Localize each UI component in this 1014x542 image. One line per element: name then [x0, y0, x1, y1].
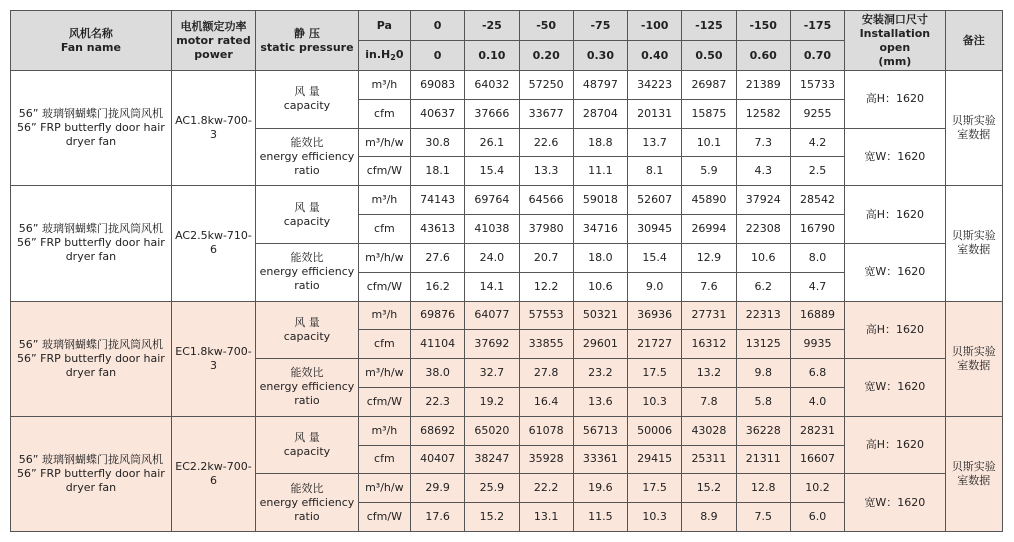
fan-name-cell — [11, 416, 172, 531]
motor-power-cell: EC1.8kw-700-3 — [171, 301, 255, 416]
value-cell: 64566 — [519, 186, 573, 215]
value-cell: 36228 — [736, 416, 790, 445]
efficiency-label-en-1: energy efficiency — [259, 265, 355, 279]
unit-cell: cfm — [358, 330, 410, 359]
unit-cell: m³/h/w — [358, 128, 410, 157]
value-cell: 7.3 — [736, 128, 790, 157]
value-cell: 10.6 — [573, 272, 627, 301]
height-cell: 高H：1620 — [845, 71, 946, 129]
static-pressure-header-cn: 静 压 — [294, 26, 320, 40]
value-cell: 59018 — [573, 186, 627, 215]
table-header — [11, 11, 1003, 71]
inh2o-value-header: 0 — [410, 41, 464, 71]
pa-value-header: -175 — [790, 11, 844, 41]
installation-header-en-2: (mm) — [878, 54, 912, 68]
value-cell: 21311 — [736, 445, 790, 474]
value-cell: 36936 — [628, 301, 682, 330]
efficiency-label-en-2: ratio — [294, 279, 320, 293]
value-cell: 27.6 — [410, 243, 464, 272]
value-cell: 10.3 — [628, 503, 682, 532]
value-cell: 18.8 — [573, 128, 627, 157]
value-cell: 13.3 — [519, 157, 573, 186]
inh2o-value-header: 0.40 — [628, 41, 682, 71]
value-cell: 69876 — [410, 301, 464, 330]
unit-cell: m³/h — [358, 186, 410, 215]
value-cell: 34716 — [573, 215, 627, 244]
capacity-label-cn: 风 量 — [294, 315, 320, 329]
fan-name-en-2: dryer fan — [65, 250, 117, 264]
value-cell: 6.2 — [736, 272, 790, 301]
value-cell: 9.0 — [628, 272, 682, 301]
fan-name-cell — [11, 71, 172, 186]
value-cell: 13.7 — [628, 128, 682, 157]
fan-name-en-1: 56” FRP butterfly door hair — [16, 236, 165, 250]
fan-name-en-2: dryer fan — [65, 135, 117, 149]
efficiency-label-cn: 能效比 — [290, 251, 324, 265]
value-cell: 19.6 — [573, 474, 627, 503]
efficiency-label-en-1: energy efficiency — [259, 495, 355, 509]
fan-name-en-2: dryer fan — [65, 365, 117, 379]
width-cell: 宽W：1620 — [845, 474, 946, 532]
value-cell: 38247 — [465, 445, 519, 474]
value-cell: 22.2 — [519, 474, 573, 503]
fan-name-header — [11, 11, 172, 71]
capacity-label-en: capacity — [283, 445, 331, 459]
value-cell: 13.1 — [519, 503, 573, 532]
width-cell: 宽W：1620 — [845, 359, 946, 417]
fan-name-cell — [11, 186, 172, 301]
value-cell: 35928 — [519, 445, 573, 474]
table-row — [11, 301, 1003, 330]
value-cell: 64077 — [465, 301, 519, 330]
efficiency-label-cell — [256, 128, 359, 186]
fan-name-en-1: 56” FRP butterfly door hair — [16, 121, 165, 135]
unit-cell: m³/h/w — [358, 359, 410, 388]
fan-name-en-2: dryer fan — [65, 480, 117, 494]
fan-group — [11, 71, 1003, 186]
inh2o-unit-header — [358, 41, 410, 71]
fan-group — [11, 301, 1003, 416]
remark-line-2: 室数据 — [957, 243, 991, 257]
inh2o-value-header: 0.10 — [465, 41, 519, 71]
width-cell: 宽W：1620 — [845, 128, 946, 186]
value-cell: 25.9 — [465, 474, 519, 503]
table-row — [11, 71, 1003, 100]
value-cell: 30.8 — [410, 128, 464, 157]
value-cell: 12.8 — [736, 474, 790, 503]
value-cell: 69764 — [465, 186, 519, 215]
unit-cell: cfm/W — [358, 387, 410, 416]
value-cell: 26987 — [682, 71, 736, 100]
value-cell: 68692 — [410, 416, 464, 445]
value-cell: 16607 — [790, 445, 844, 474]
pa-value-header: -100 — [628, 11, 682, 41]
value-cell: 57553 — [519, 301, 573, 330]
value-cell: 64032 — [465, 71, 519, 100]
value-cell: 43028 — [682, 416, 736, 445]
unit-cell: m³/h — [358, 416, 410, 445]
value-cell: 48797 — [573, 71, 627, 100]
width-cell: 宽W：1620 — [845, 243, 946, 301]
value-cell: 30945 — [628, 215, 682, 244]
motor-power-header — [171, 11, 255, 71]
value-cell: 13.2 — [682, 359, 736, 388]
value-cell: 37980 — [519, 215, 573, 244]
value-cell: 23.2 — [573, 359, 627, 388]
motor-power-header-en-2: power — [194, 47, 233, 61]
fan-group — [11, 186, 1003, 301]
remark-line-1: 贝斯实验 — [951, 344, 996, 358]
height-cell: 高H：1620 — [845, 186, 946, 244]
value-cell: 12.9 — [682, 243, 736, 272]
fan-name-cn: 56” 玻璃钢蝴蝶门拢风筒风机 — [18, 222, 163, 236]
value-cell: 43613 — [410, 215, 464, 244]
value-cell: 33677 — [519, 99, 573, 128]
efficiency-label-cell — [256, 243, 359, 301]
value-cell: 33361 — [573, 445, 627, 474]
value-cell: 10.1 — [682, 128, 736, 157]
height-cell: 高H：1620 — [845, 301, 946, 359]
value-cell: 27731 — [682, 301, 736, 330]
inh2o-value-header: 0.70 — [790, 41, 844, 71]
capacity-label-cell — [256, 301, 359, 359]
value-cell: 15.2 — [465, 503, 519, 532]
pa-unit-header: Pa — [358, 11, 410, 41]
value-cell: 5.8 — [736, 387, 790, 416]
value-cell: 41104 — [410, 330, 464, 359]
unit-cell: cfm/W — [358, 157, 410, 186]
motor-power-cell: AC2.5kw-710-6 — [171, 186, 255, 301]
value-cell: 74143 — [410, 186, 464, 215]
value-cell: 22.6 — [519, 128, 573, 157]
capacity-label-cell — [256, 416, 359, 474]
value-cell: 17.5 — [628, 359, 682, 388]
value-cell: 4.0 — [790, 387, 844, 416]
efficiency-label-cn: 能效比 — [290, 366, 324, 380]
installation-header — [845, 11, 946, 71]
value-cell: 52607 — [628, 186, 682, 215]
value-cell: 17.6 — [410, 503, 464, 532]
value-cell: 22308 — [736, 215, 790, 244]
value-cell: 5.9 — [682, 157, 736, 186]
capacity-label-en: capacity — [283, 99, 331, 113]
value-cell: 50321 — [573, 301, 627, 330]
value-cell: 16.2 — [410, 272, 464, 301]
value-cell: 12582 — [736, 99, 790, 128]
value-cell: 4.7 — [790, 272, 844, 301]
efficiency-label-cell — [256, 359, 359, 417]
value-cell: 4.2 — [790, 128, 844, 157]
remark-cell — [945, 301, 1002, 416]
value-cell: 57250 — [519, 71, 573, 100]
value-cell: 27.8 — [519, 359, 573, 388]
static-pressure-header — [256, 11, 359, 71]
value-cell: 45890 — [682, 186, 736, 215]
value-cell: 6.0 — [790, 503, 844, 532]
value-cell: 28704 — [573, 99, 627, 128]
value-cell: 65020 — [465, 416, 519, 445]
capacity-label-cn: 风 量 — [294, 431, 320, 445]
remark-cell — [945, 186, 1002, 301]
inh2o-prefix: in.H — [365, 48, 391, 61]
fan-name-en-1: 56” FRP butterfly door hair — [16, 466, 165, 480]
capacity-label-cell — [256, 186, 359, 244]
value-cell: 16312 — [682, 330, 736, 359]
value-cell: 12.2 — [519, 272, 573, 301]
value-cell: 16889 — [790, 301, 844, 330]
height-cell: 高H：1620 — [845, 416, 946, 474]
efficiency-label-en-2: ratio — [294, 163, 320, 177]
unit-cell: cfm — [358, 215, 410, 244]
capacity-label-cn: 风 量 — [294, 85, 320, 99]
pa-value-header: -125 — [682, 11, 736, 41]
motor-power-header-en-1: motor rated — [176, 33, 251, 47]
unit-cell: cfm/W — [358, 503, 410, 532]
value-cell: 22313 — [736, 301, 790, 330]
value-cell: 50006 — [628, 416, 682, 445]
pa-value-header: 0 — [410, 11, 464, 41]
value-cell: 9255 — [790, 99, 844, 128]
inh2o-value-header: 0.50 — [682, 41, 736, 71]
value-cell: 8.0 — [790, 243, 844, 272]
value-cell: 14.1 — [465, 272, 519, 301]
unit-cell: cfm — [358, 99, 410, 128]
fan-name-cn: 56” 玻璃钢蝴蝶门拢风筒风机 — [18, 452, 163, 466]
value-cell: 20131 — [628, 99, 682, 128]
value-cell: 6.8 — [790, 359, 844, 388]
value-cell: 34223 — [628, 71, 682, 100]
efficiency-label-cell — [256, 474, 359, 532]
remark-line-1: 贝斯实验 — [951, 459, 996, 473]
remark-line-1: 贝斯实验 — [951, 114, 996, 128]
unit-cell: cfm/W — [358, 272, 410, 301]
value-cell: 40407 — [410, 445, 464, 474]
value-cell: 15.4 — [628, 243, 682, 272]
fan-spec-table — [10, 10, 1003, 532]
table-row — [11, 416, 1003, 445]
inh2o-value-header: 0.30 — [573, 41, 627, 71]
value-cell: 22.3 — [410, 387, 464, 416]
value-cell: 26.1 — [465, 128, 519, 157]
efficiency-label-cn: 能效比 — [290, 135, 324, 149]
inh2o-suffix: 0 — [395, 48, 404, 61]
value-cell: 18.0 — [573, 243, 627, 272]
value-cell: 8.9 — [682, 503, 736, 532]
inh2o-value-header: 0.20 — [519, 41, 573, 71]
value-cell: 17.5 — [628, 474, 682, 503]
unit-cell: m³/h/w — [358, 474, 410, 503]
table-row — [11, 186, 1003, 215]
value-cell: 10.3 — [628, 387, 682, 416]
installation-header-cn: 安装洞口尺寸 — [861, 12, 928, 26]
value-cell: 56713 — [573, 416, 627, 445]
value-cell: 20.7 — [519, 243, 573, 272]
value-cell: 69083 — [410, 71, 464, 100]
fan-name-en-1: 56” FRP butterfly door hair — [16, 351, 165, 365]
value-cell: 7.5 — [736, 503, 790, 532]
efficiency-label-cn: 能效比 — [290, 481, 324, 495]
value-cell: 29415 — [628, 445, 682, 474]
value-cell: 38.0 — [410, 359, 464, 388]
value-cell: 37666 — [465, 99, 519, 128]
unit-cell: m³/h/w — [358, 243, 410, 272]
pa-value-header: -25 — [465, 11, 519, 41]
installation-header-en-1: Installation open — [859, 26, 931, 54]
motor-power-cell: EC2.2kw-700-6 — [171, 416, 255, 531]
value-cell: 7.6 — [682, 272, 736, 301]
value-cell: 11.1 — [573, 157, 627, 186]
static-pressure-header-en: static pressure — [260, 40, 354, 54]
capacity-label-en: capacity — [283, 329, 331, 343]
capacity-label-cell — [256, 71, 359, 129]
value-cell: 37692 — [465, 330, 519, 359]
value-cell: 21727 — [628, 330, 682, 359]
fan-name-header-en: Fan name — [60, 40, 121, 54]
value-cell: 61078 — [519, 416, 573, 445]
value-cell: 37924 — [736, 186, 790, 215]
fan-name-cn: 56” 玻璃钢蝴蝶门拢风筒风机 — [18, 337, 163, 351]
value-cell: 9935 — [790, 330, 844, 359]
value-cell: 32.7 — [465, 359, 519, 388]
remark-line-2: 室数据 — [957, 128, 991, 142]
fan-name-header-cn: 风机名称 — [68, 26, 113, 40]
fan-name-cn: 56” 玻璃钢蝴蝶门拢风筒风机 — [18, 107, 163, 121]
value-cell: 15733 — [790, 71, 844, 100]
motor-power-header-cn: 电机额定功率 — [180, 19, 247, 33]
capacity-label-en: capacity — [283, 214, 331, 228]
value-cell: 24.0 — [465, 243, 519, 272]
unit-cell: m³/h — [358, 71, 410, 100]
value-cell: 16.4 — [519, 387, 573, 416]
value-cell: 29.9 — [410, 474, 464, 503]
inh2o-subscript: 2 — [390, 53, 396, 62]
value-cell: 11.5 — [573, 503, 627, 532]
value-cell: 18.1 — [410, 157, 464, 186]
value-cell: 10.2 — [790, 474, 844, 503]
value-cell: 15.4 — [465, 157, 519, 186]
efficiency-label-en-1: energy efficiency — [259, 380, 355, 394]
value-cell: 40637 — [410, 99, 464, 128]
value-cell: 19.2 — [465, 387, 519, 416]
value-cell: 33855 — [519, 330, 573, 359]
unit-cell: cfm — [358, 445, 410, 474]
value-cell: 41038 — [465, 215, 519, 244]
value-cell: 13125 — [736, 330, 790, 359]
unit-cell: m³/h — [358, 301, 410, 330]
remark-line-1: 贝斯实验 — [951, 229, 996, 243]
efficiency-label-en-2: ratio — [294, 509, 320, 523]
value-cell: 10.6 — [736, 243, 790, 272]
value-cell: 26994 — [682, 215, 736, 244]
value-cell: 7.8 — [682, 387, 736, 416]
value-cell: 15875 — [682, 99, 736, 128]
pa-value-header: -75 — [573, 11, 627, 41]
value-cell: 8.1 — [628, 157, 682, 186]
efficiency-label-en-2: ratio — [294, 394, 320, 408]
fan-group — [11, 416, 1003, 531]
value-cell: 29601 — [573, 330, 627, 359]
inh2o-value-header: 0.60 — [736, 41, 790, 71]
remark-line-2: 室数据 — [957, 358, 991, 372]
value-cell: 9.8 — [736, 359, 790, 388]
remark-line-2: 室数据 — [957, 473, 991, 487]
value-cell: 2.5 — [790, 157, 844, 186]
pa-value-header: -150 — [736, 11, 790, 41]
value-cell: 16790 — [790, 215, 844, 244]
value-cell: 13.6 — [573, 387, 627, 416]
value-cell: 15.2 — [682, 474, 736, 503]
remark-cell — [945, 416, 1002, 531]
value-cell: 4.3 — [736, 157, 790, 186]
value-cell: 21389 — [736, 71, 790, 100]
remarks-header: 备注 — [945, 11, 1002, 71]
remark-cell — [945, 71, 1002, 186]
value-cell: 25311 — [682, 445, 736, 474]
fan-name-cell — [11, 301, 172, 416]
motor-power-cell: AC1.8kw-700-3 — [171, 71, 255, 186]
value-cell: 28542 — [790, 186, 844, 215]
efficiency-label-en-1: energy efficiency — [259, 149, 355, 163]
capacity-label-cn: 风 量 — [294, 200, 320, 214]
pa-value-header: -50 — [519, 11, 573, 41]
value-cell: 28231 — [790, 416, 844, 445]
